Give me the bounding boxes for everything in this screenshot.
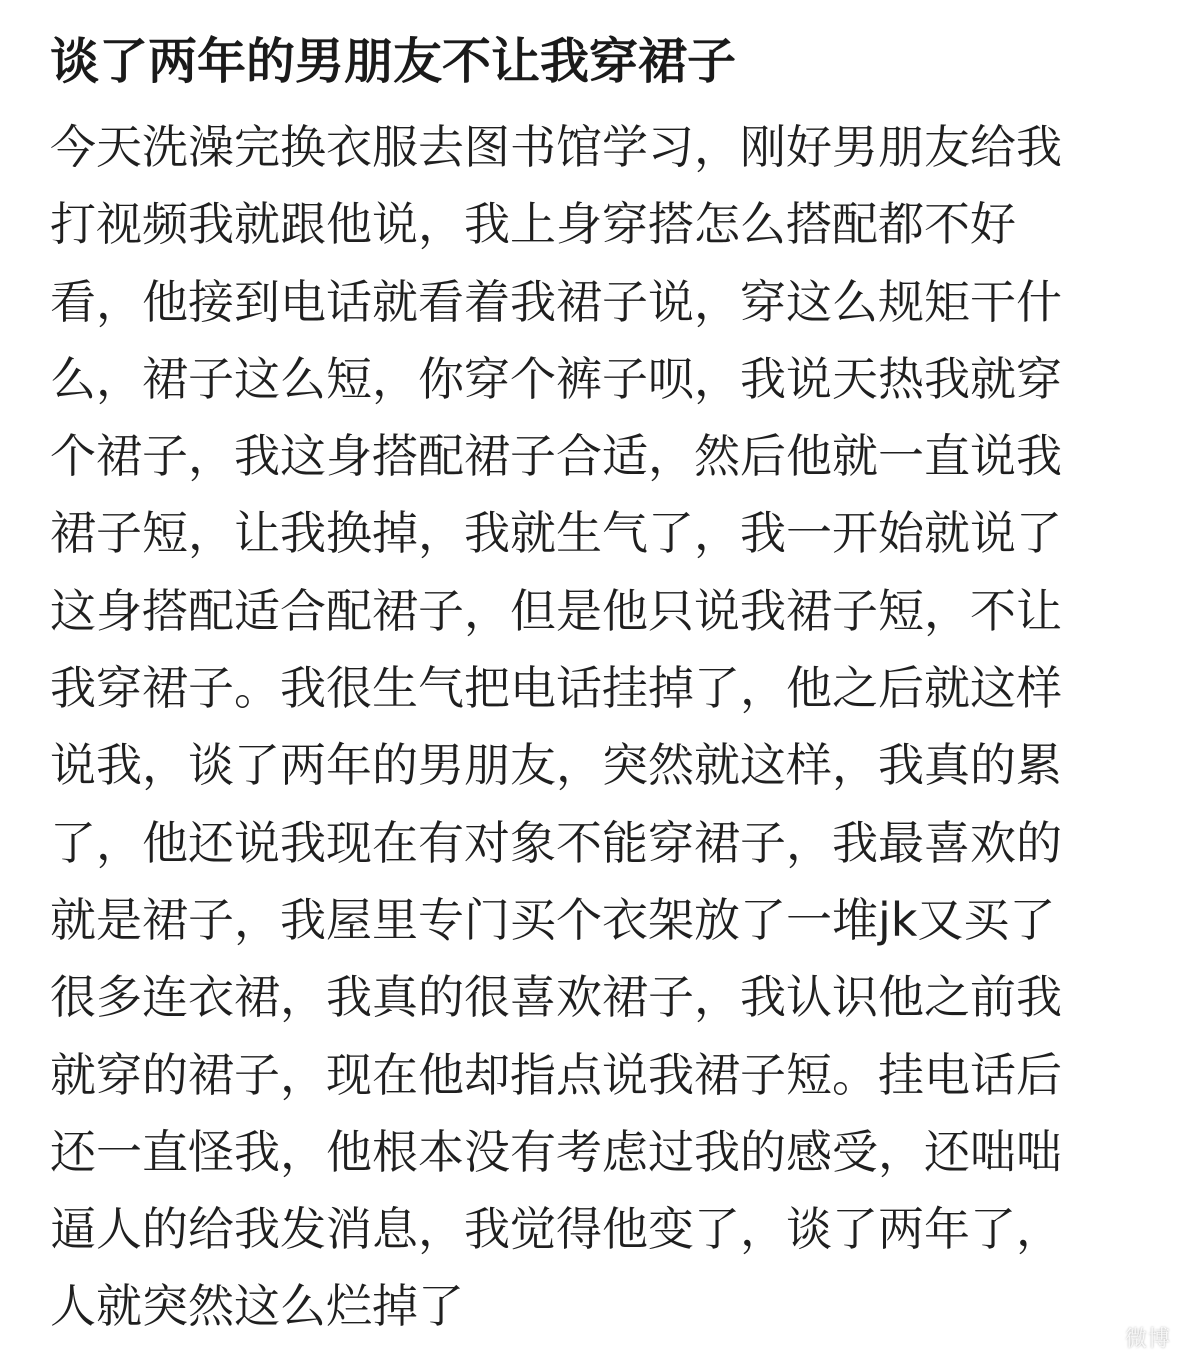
post-body-line: 裙子短，让我换掉，我就生气了，我一开始就说了 [50, 506, 1062, 561]
post-body-line: 我穿裙子。我很生气把电话挂掉了，他之后就这样 [50, 661, 1062, 716]
post-body-line: 个裙子，我这身搭配裙子合适，然后他就一直说我 [50, 429, 1062, 484]
post-body-line: 很多连衣裙，我真的很喜欢裙子，我认识他之前我 [50, 970, 1062, 1025]
post-body-line: 人就突然这么烂掉了 [50, 1279, 464, 1334]
post-body-line: 说我，谈了两年的男朋友，突然就这样，我真的累 [50, 738, 1062, 793]
post-body-line: 今天洗澡完换衣服去图书馆学习，刚好男朋友给我 [50, 120, 1062, 174]
post-body-line: 这身搭配适合配裙子，但是他只说我裙子短，不让 [50, 583, 1062, 638]
post-body-line: 看，他接到电话就看着我裙子说，穿这么规矩干什 [50, 274, 1062, 329]
post-body-line: 就穿的裙子，现在他却指点说我裙子短。挂电话后 [50, 1047, 1062, 1102]
post-title: 谈了两年的男朋友不让我穿裙子 [50, 33, 737, 90]
watermark: 微博 [1124, 1327, 1171, 1352]
post-body-line: 就是裙子，我屋里专门买个衣架放了一堆jk又买了 [50, 892, 1056, 947]
post-body [50, 109, 1140, 1346]
post-body-line: 了，他还说我现在有对象不能穿裙子，我最喜欢的 [50, 815, 1062, 870]
post-container [50, 0, 1140, 1346]
post-body-line: 逼人的给我发消息，我觉得他变了，谈了两年了， [50, 1202, 1062, 1257]
post-body-line: 么，裙子这么短，你穿个裤子呗，我说天热我就穿 [50, 351, 1062, 406]
post-body-line: 打视频我就跟他说，我上身穿搭怎么搭配都不好 [50, 197, 1016, 252]
post-body-line: 还一直怪我，他根本没有考虑过我的感受，还咄咄 [50, 1124, 1062, 1179]
